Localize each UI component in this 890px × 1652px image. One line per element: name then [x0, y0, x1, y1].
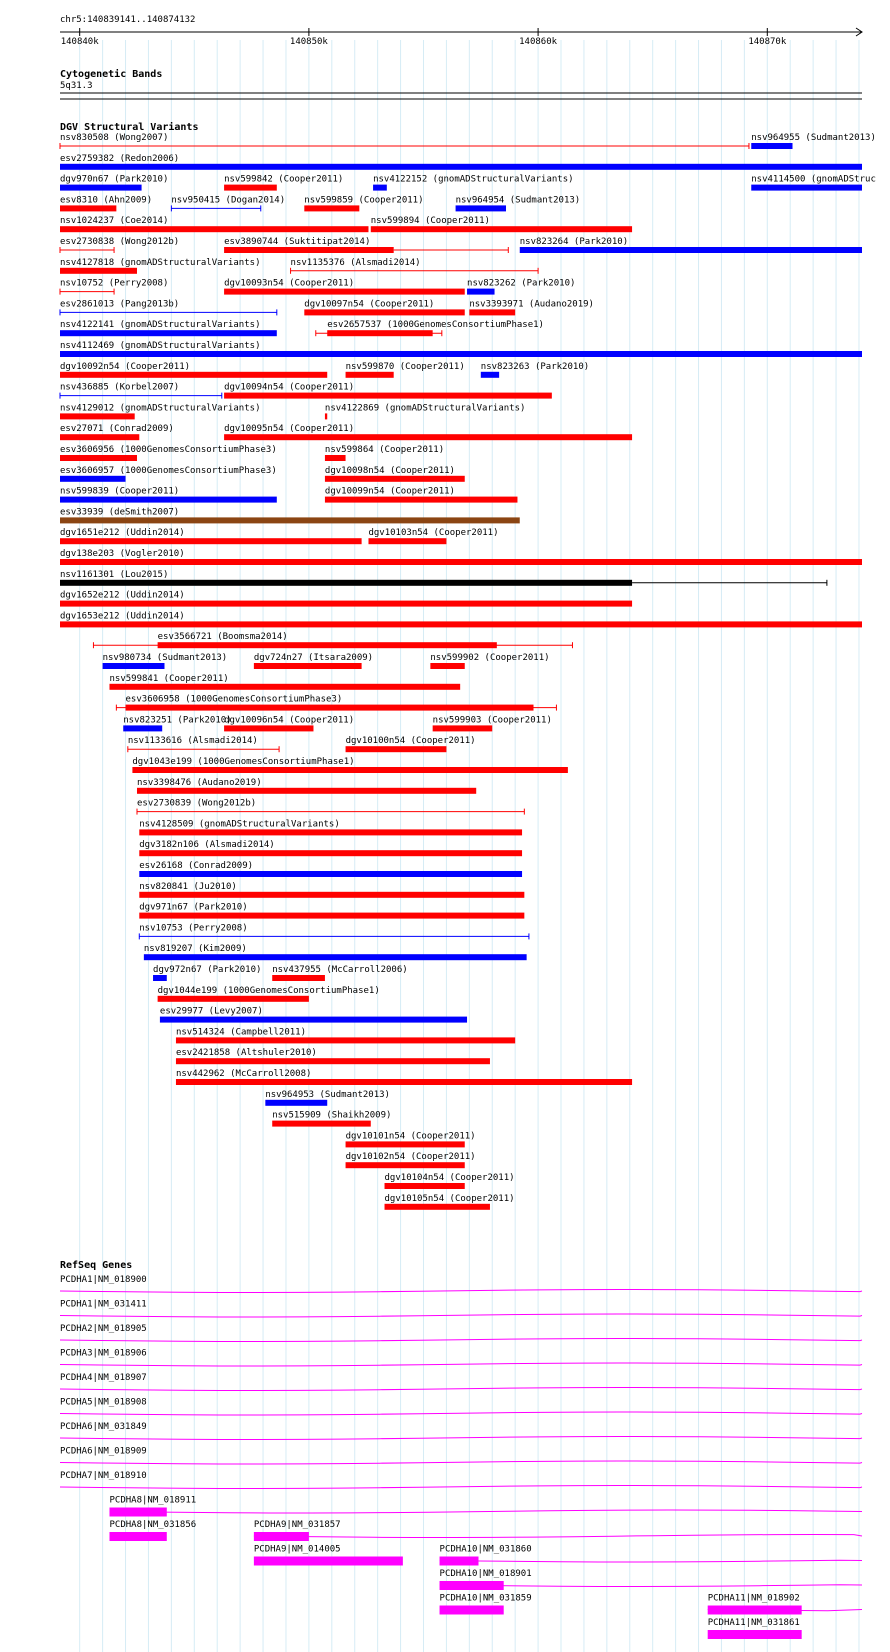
- dgv-variant: [60, 403, 260, 419]
- dgv-variant: [60, 383, 222, 399]
- dgv-variant-label: nsv1133616 (Alsmadi2014): [127, 736, 258, 747]
- dgv-variant-bar: [520, 247, 862, 253]
- dgv-variant-bar: [60, 268, 137, 274]
- refseq-intron: [60, 1388, 862, 1391]
- dgv-variant: [123, 715, 231, 731]
- refseq-gene: [440, 1545, 862, 1566]
- dgv-variant-label: dgv10097n54 (Cooper2011): [304, 299, 435, 310]
- refseq-gene-label: PCDHA9|NM_031857: [253, 1520, 341, 1530]
- dgv-variant-label: esv26168 (Conrad2009): [139, 861, 254, 871]
- dgv-variant-bar: [160, 1017, 467, 1023]
- dgv-variant-bar: [60, 413, 135, 419]
- dgv-variant-bar: [176, 1079, 632, 1085]
- refseq-gene: [60, 1300, 862, 1318]
- dgv-variant-bar: [373, 185, 387, 191]
- dgv-variant-label: nsv437955 (McCarroll2006): [272, 965, 408, 975]
- dgv-variant: [139, 923, 529, 939]
- dgv-variant-bar: [325, 455, 346, 461]
- refseq-exon: [254, 1532, 309, 1541]
- dgv-variant-label: dgv1044e199 (1000GenomesConsortiumPhase1): [157, 985, 380, 996]
- dgv-variant-bar: [60, 538, 362, 544]
- refseq-intron: [60, 1290, 862, 1293]
- dgv-variant-bar: [346, 746, 447, 752]
- dgv-variant: [139, 861, 522, 877]
- refseq-gene: [254, 1520, 862, 1541]
- dgv-variant-label: dgv1651e212 (Uddin2014): [60, 528, 185, 539]
- dgv-track-title: DGV Structural Variants: [60, 122, 199, 133]
- dgv-variant-label: dgv10095n54 (Cooper2011): [224, 424, 355, 435]
- refseq-gene-label: PCDHA5|NM_018908: [60, 1397, 147, 1408]
- dgv-variant: [224, 715, 354, 731]
- dgv-variant-label: esv3890744 (Suktitipat2014): [224, 237, 371, 247]
- ruler-tick-label: 140860k: [519, 37, 558, 47]
- dgv-variant-label: dgv10094n54 (Cooper2011): [224, 382, 355, 393]
- dgv-variant-label: nsv599842 (Cooper2011): [224, 174, 344, 185]
- dgv-variant: [325, 466, 465, 482]
- dgv-variant-label: nsv4127818 (gnomADStructuralVariants): [60, 257, 261, 268]
- dgv-variant-label: dgv972n67 (Park2010): [153, 965, 262, 975]
- dgv-variant-bar: [126, 705, 534, 711]
- refseq-intron: [60, 1314, 862, 1317]
- dgv-variant-label: esv33939 (deSmith2007): [60, 507, 180, 518]
- dgv-variant: [171, 195, 285, 211]
- dgv-variant-bar: [272, 1121, 371, 1127]
- dgv-variant-label: dgv10104n54 (Cooper2011): [384, 1173, 515, 1183]
- dgv-variant-label: nsv823264 (Park2010): [519, 237, 629, 247]
- refseq-exon: [440, 1557, 479, 1566]
- refseq-track: [60, 1275, 862, 1639]
- dgv-variant-bar: [144, 954, 527, 960]
- dgv-variant: [385, 1194, 515, 1210]
- dgv-variant-bar: [224, 247, 394, 253]
- dgv-variant-bar: [139, 850, 522, 856]
- dgv-variant-bar: [224, 185, 277, 191]
- refseq-gene-label: PCDHA1|NM_031411: [60, 1299, 147, 1310]
- dgv-variant-label: nsv823263 (Park2010): [480, 361, 590, 372]
- dgv-variant: [368, 528, 498, 544]
- dgv-variant: [371, 216, 632, 232]
- refseq-gene-label: PCDHA1|NM_018900: [60, 1275, 147, 1285]
- dgv-variant-label: nsv4122869 (gnomADStructuralVariants): [324, 403, 526, 414]
- dgv-variant-label: nsv1024237 (Coe2014): [60, 216, 169, 227]
- dgv-variant-bar: [103, 663, 165, 669]
- position-label: chr5:140839141..140874132: [60, 15, 196, 25]
- dgv-variant-label: nsv10752 (Perry2008): [60, 278, 169, 289]
- dgv-variant-bar: [139, 871, 522, 877]
- dgv-variant-label: nsv3393971 (Audano2019): [469, 299, 594, 310]
- refseq-intron: [254, 1535, 862, 1538]
- dgv-variant: [430, 653, 549, 669]
- dgv-variant: [60, 611, 862, 627]
- dgv-variant-label: esv8310 (Ahn2009): [60, 195, 153, 206]
- dgv-variant: [520, 237, 862, 253]
- dgv-variant-bar: [60, 580, 632, 586]
- refseq-intron: [60, 1486, 862, 1489]
- dgv-variant-label: dgv1652e212 (Uddin2014): [60, 590, 185, 601]
- dgv-variant-label: esv2759382 (Redon2006): [60, 153, 180, 164]
- dgv-variant: [60, 445, 277, 461]
- dgv-variant-bar: [751, 143, 792, 149]
- refseq-gene: [109, 1520, 196, 1541]
- dgv-variant-label: nsv950415 (Dogan2014): [171, 195, 286, 206]
- dgv-variant-bar: [368, 538, 446, 544]
- ruler: [60, 28, 862, 47]
- cytoband-track-title: Cytogenetic Bands: [60, 69, 163, 80]
- dgv-variant-label: dgv10093n54 (Cooper2011): [224, 278, 355, 289]
- refseq-intron: [109, 1510, 862, 1513]
- dgv-variant-bar: [139, 829, 522, 835]
- dgv-variant: [60, 216, 368, 232]
- dgv-variant: [60, 528, 362, 544]
- refseq-gene: [60, 1349, 862, 1367]
- dgv-variant-label: nsv819207 (Kim2009): [143, 944, 247, 955]
- dgv-variant-label: nsv3398476 (Audano2019): [136, 777, 262, 788]
- dgv-variant-label: nsv599864 (Cooper2011): [324, 445, 445, 455]
- refseq-track-title: RefSeq Genes: [60, 1260, 133, 1271]
- dgv-variant: [109, 674, 460, 690]
- dgv-variant: [60, 570, 827, 586]
- dgv-variant-bar: [60, 621, 862, 627]
- refseq-gene-label: PCDHA10|NM_031859: [439, 1593, 532, 1604]
- dgv-variant: [160, 1007, 467, 1023]
- dgv-variant-bar: [137, 788, 476, 794]
- dgv-variant: [224, 279, 465, 295]
- dgv-variant-label: dgv724n27 (Itsara2009): [253, 653, 374, 663]
- dgv-variant-label: nsv823262 (Park2010): [467, 278, 576, 289]
- dgv-variant: [60, 487, 277, 503]
- dgv-variant-bar: [60, 517, 520, 523]
- dgv-variant-bar: [385, 1204, 490, 1210]
- dgv-variant-label: nsv599841 (Cooper2011): [109, 673, 229, 684]
- dgv-variant: [291, 258, 539, 274]
- dgv-variant: [346, 1131, 476, 1147]
- dgv-variant: [139, 819, 522, 835]
- dgv-variant-bar: [132, 767, 567, 773]
- dgv-variant-bar: [153, 975, 167, 981]
- dgv-variant-label: nsv820841 (Ju2010): [139, 881, 237, 892]
- dgv-variant: [60, 133, 749, 149]
- dgv-variant-label: esv3606958 (1000GenomesConsortiumPhase3): [125, 694, 343, 705]
- dgv-variant: [128, 736, 279, 752]
- refseq-exon: [254, 1557, 403, 1566]
- dgv-variant-bar: [60, 497, 277, 503]
- dgv-variant-label: esv2657537 (1000GenomesConsortiumPhase1): [327, 320, 544, 331]
- dgv-variant-label: nsv1135376 (Alsmadi2014): [290, 257, 421, 268]
- dgv-variant: [103, 653, 228, 669]
- refseq-gene: [60, 1324, 862, 1342]
- dgv-variant-label: esv2861013 (Pang2013b): [60, 299, 180, 310]
- dgv-variant-label: nsv442962 (McCarroll2008): [175, 1069, 312, 1079]
- dgv-variant-label: nsv4122152 (gnomADStructuralVariants): [373, 174, 574, 185]
- refseq-gene: [60, 1471, 862, 1489]
- dgv-variant-label: dgv10102n54 (Cooper2011): [345, 1152, 476, 1163]
- dgv-variant-bar: [176, 1037, 515, 1043]
- dgv-variant-label: nsv4128509 (gnomADStructuralVariants): [139, 819, 340, 830]
- dgv-variant: [346, 736, 476, 752]
- refseq-exon: [109, 1532, 166, 1541]
- refseq-gene: [60, 1275, 862, 1293]
- dgv-variant: [224, 383, 552, 399]
- dgv-variant: [132, 757, 567, 773]
- dgv-variant-bar: [254, 663, 362, 669]
- dgv-variant-bar: [60, 351, 862, 357]
- dgv-variant-label: esv3606956 (1000GenomesConsortiumPhase3): [60, 445, 277, 455]
- dgv-variant-label: dgv10100n54 (Cooper2011): [345, 736, 476, 747]
- dgv-variant-bar: [325, 413, 327, 419]
- dgv-variant-bar: [467, 289, 495, 295]
- dgv-variant-bar: [346, 372, 394, 378]
- refseq-gene: [60, 1398, 862, 1416]
- dgv-track: [60, 133, 876, 1210]
- dgv-variant: [176, 1069, 632, 1085]
- dgv-variant: [116, 695, 556, 711]
- dgv-variant-label: nsv599870 (Cooper2011): [345, 361, 465, 372]
- refseq-gene: [60, 1422, 862, 1440]
- dgv-variant: [137, 799, 524, 815]
- dgv-variant-bar: [385, 1183, 465, 1189]
- refseq-gene: [440, 1594, 532, 1615]
- dgv-variant-label: dgv10103n54 (Cooper2011): [368, 528, 499, 539]
- dgv-variant-bar: [60, 372, 327, 378]
- dgv-variant-bar: [304, 205, 359, 211]
- dgv-variant-label: dgv10096n54 (Cooper2011): [224, 715, 355, 726]
- refseq-exon: [440, 1581, 504, 1590]
- refseq-gene-label: PCDHA10|NM_018901: [439, 1569, 532, 1579]
- dgv-variant: [60, 549, 862, 565]
- dgv-variant-bar: [109, 684, 460, 690]
- dgv-variant-label: dgv10099n54 (Cooper2011): [324, 486, 455, 497]
- dgv-variant-label: esv3566721 (Boomsma2014): [157, 632, 288, 643]
- dgv-variant-bar: [139, 913, 524, 919]
- dgv-variant: [346, 1152, 476, 1168]
- dgv-variant-bar: [265, 1100, 327, 1106]
- dgv-variant-label: nsv514324 (Campbell2011): [175, 1027, 307, 1038]
- dgv-variant-bar: [60, 455, 137, 461]
- dgv-variant-bar: [481, 372, 499, 378]
- dgv-variant-label: esv2730838 (Wong2012b): [60, 237, 180, 247]
- dgv-variant: [93, 632, 572, 648]
- dgv-variant-bar: [371, 226, 632, 232]
- dgv-variant-bar: [325, 476, 465, 482]
- dgv-variant: [254, 653, 373, 669]
- dgv-variant-label: dgv1043e199 (1000GenomesConsortiumPhase1): [132, 757, 355, 767]
- dgv-variant-bar: [456, 205, 506, 211]
- dgv-variant: [176, 1048, 490, 1064]
- dgv-variant-bar: [60, 205, 116, 211]
- refseq-gene-label: PCDHA11|NM_031861: [707, 1618, 800, 1628]
- dgv-variant-label: nsv980734 (Sudmant2013): [102, 653, 228, 663]
- dgv-variant: [272, 965, 407, 981]
- dgv-variant: [60, 424, 174, 440]
- dgv-variant: [316, 320, 544, 336]
- refseq-exon: [708, 1606, 802, 1615]
- dgv-variant-bar: [60, 226, 368, 232]
- dgv-variant: [137, 778, 476, 794]
- refseq-gene-label: PCDHA3|NM_018906: [60, 1348, 147, 1359]
- dgv-variant-bar: [123, 725, 162, 731]
- dgv-variant: [224, 237, 508, 253]
- dgv-variant-bar: [60, 185, 142, 191]
- cytoband-label: 5q31.3: [60, 81, 93, 91]
- dgv-variant-label: dgv10092n54 (Cooper2011): [60, 361, 191, 372]
- dgv-variant-bar: [430, 663, 464, 669]
- refseq-exon: [109, 1508, 166, 1517]
- refseq-gene-label: PCDHA11|NM_018902: [707, 1593, 800, 1604]
- dgv-variant: [467, 279, 575, 295]
- refseq-gene-label: PCDHA9|NM_014005: [253, 1544, 341, 1555]
- dgv-variant: [60, 362, 327, 378]
- dgv-variant: [224, 175, 343, 191]
- dgv-variant-bar: [224, 289, 465, 295]
- refseq-gene: [60, 1447, 862, 1465]
- dgv-variant-bar: [304, 309, 464, 315]
- dgv-variant-bar: [60, 601, 632, 607]
- dgv-variant-label: nsv964953 (Sudmant2013): [265, 1089, 390, 1100]
- refseq-exon: [440, 1606, 504, 1615]
- dgv-variant-label: dgv10105n54 (Cooper2011): [384, 1193, 515, 1204]
- dgv-variant: [60, 466, 277, 482]
- dgv-variant-bar: [224, 393, 552, 399]
- dgv-variant: [158, 986, 380, 1002]
- dgv-variant: [325, 487, 518, 503]
- refseq-gene: [109, 1496, 862, 1517]
- dgv-variant-label: nsv599839 (Cooper2011): [60, 486, 180, 497]
- dgv-variant: [265, 1090, 390, 1106]
- dgv-variant: [60, 237, 179, 253]
- dgv-variant-label: nsv10753 (Perry2008): [139, 923, 248, 934]
- dgv-variant-label: nsv830508 (Wong2007): [60, 133, 169, 143]
- dgv-variant-bar: [60, 476, 126, 482]
- dgv-variant: [60, 258, 260, 274]
- dgv-variant: [751, 175, 876, 191]
- refseq-intron: [60, 1412, 862, 1415]
- dgv-variant-bar: [327, 330, 432, 336]
- dgv-variant-bar: [224, 434, 632, 440]
- dgv-variant-bar: [139, 892, 524, 898]
- dgv-variant-label: nsv4129012 (gnomADStructuralVariants): [60, 403, 261, 414]
- refseq-intron: [60, 1363, 862, 1366]
- dgv-variant: [60, 154, 862, 170]
- refseq-gene-label: PCDHA2|NM_018905: [60, 1324, 147, 1334]
- dgv-variant-label: dgv971n67 (Park2010): [139, 902, 248, 913]
- dgv-variant-bar: [60, 559, 862, 565]
- dgv-variant-label: esv27071 (Conrad2009): [60, 424, 174, 435]
- dgv-variant-bar: [433, 725, 493, 731]
- dgv-variant-label: nsv823251 (Park2010): [123, 715, 232, 726]
- refseq-gene-label: PCDHA7|NM_018910: [60, 1471, 147, 1481]
- dgv-variant-label: esv3606957 (1000GenomesConsortiumPhase3): [60, 465, 277, 476]
- dgv-variant-label: nsv1161301 (Lou2015): [60, 569, 169, 580]
- refseq-gene-label: PCDHA8|NM_018911: [109, 1495, 197, 1506]
- dgv-variant: [469, 299, 594, 315]
- dgv-variant-label: dgv1653e212 (Uddin2014): [60, 611, 185, 622]
- refseq-gene-label: PCDHA8|NM_031856: [109, 1520, 197, 1530]
- dgv-variant: [373, 175, 573, 191]
- dgv-variant-bar: [346, 1162, 465, 1168]
- dgv-variant-bar: [176, 1058, 490, 1064]
- ruler-tick-label: 140840k: [60, 37, 99, 47]
- refseq-intron: [60, 1437, 862, 1440]
- refseq-intron: [440, 1560, 862, 1562]
- dgv-variant: [153, 965, 261, 981]
- dgv-variant: [60, 591, 632, 607]
- dgv-variant: [385, 1173, 515, 1189]
- dgv-variant-label: esv2730839 (Wong2012b): [136, 798, 257, 809]
- dgv-variant: [304, 299, 464, 315]
- dgv-variant: [60, 507, 520, 523]
- refseq-gene: [440, 1569, 862, 1590]
- refseq-gene: [254, 1545, 403, 1566]
- refseq-gene-label: PCDHA10|NM_031860: [439, 1544, 532, 1555]
- dgv-variant: [60, 320, 277, 336]
- dgv-variant: [60, 299, 277, 315]
- dgv-variant-bar: [751, 185, 862, 191]
- dgv-variant-label: nsv964955 (Sudmant2013): [751, 133, 876, 143]
- refseq-gene: [60, 1373, 862, 1391]
- dgv-variant-label: dgv3182n106 (Alsmadi2014): [139, 840, 275, 851]
- dgv-variant-bar: [60, 164, 862, 170]
- dgv-variant-bar: [224, 725, 313, 731]
- ruler-tick-label: 140850k: [289, 37, 328, 47]
- dgv-variant: [60, 341, 862, 357]
- ruler-tick-label: 140870k: [748, 37, 787, 47]
- refseq-gene: [708, 1594, 862, 1615]
- dgv-variant: [304, 195, 423, 211]
- refseq-intron: [60, 1461, 862, 1464]
- dgv-variant: [139, 840, 522, 856]
- refseq-exon: [708, 1630, 802, 1639]
- dgv-variant-label: nsv4112469 (gnomADStructuralVariants): [60, 341, 261, 351]
- dgv-variant-bar: [158, 642, 497, 648]
- dgv-variant-label: nsv4114500 (gnomADStruc: [751, 174, 876, 185]
- dgv-variant-bar: [325, 497, 518, 503]
- dgv-variant-label: nsv964954 (Sudmant2013): [455, 195, 581, 206]
- refseq-intron: [60, 1339, 862, 1342]
- dgv-variant-label: dgv10098n54 (Cooper2011): [324, 465, 455, 476]
- dgv-variant-bar: [346, 1141, 465, 1147]
- dgv-variant-label: nsv599859 (Cooper2011): [304, 195, 424, 206]
- dgv-variant: [272, 1111, 391, 1127]
- dgv-variant: [60, 279, 168, 295]
- refseq-gene-label: PCDHA4|NM_018907: [60, 1373, 147, 1383]
- dgv-variant-label: dgv138e203 (Vogler2010): [60, 549, 185, 559]
- dgv-variant: [325, 445, 444, 461]
- dgv-variant: [224, 424, 632, 440]
- dgv-variant-bar: [158, 996, 309, 1002]
- dgv-variant: [60, 175, 168, 191]
- dgv-variant-bar: [60, 434, 139, 440]
- refseq-gene-label: PCDHA6|NM_018909: [60, 1446, 147, 1457]
- dgv-variant-label: esv2421858 (Altshuler2010): [175, 1048, 317, 1059]
- dgv-variant-label: esv29977 (Levy2007): [159, 1006, 263, 1017]
- dgv-variant-label: dgv10101n54 (Cooper2011): [345, 1131, 476, 1142]
- dgv-variant-label: nsv599894 (Cooper2011): [370, 216, 490, 227]
- dgv-variant: [481, 362, 589, 378]
- refseq-gene-label: PCDHA6|NM_031849: [60, 1422, 147, 1432]
- dgv-variant-label: dgv970n67 (Park2010): [60, 174, 169, 185]
- dgv-variant-label: nsv4122141 (gnomADStructuralVariants): [60, 320, 261, 331]
- dgv-variant: [176, 1027, 515, 1043]
- dgv-variant-bar: [469, 309, 515, 315]
- dgv-variant-bar: [272, 975, 325, 981]
- dgv-variant-label: nsv436885 (Korbel2007): [60, 382, 180, 393]
- dgv-variant: [60, 195, 152, 211]
- dgv-variant-label: nsv515909 (Shaikh2009): [272, 1110, 392, 1121]
- dgv-variant-label: nsv599903 (Cooper2011): [432, 715, 552, 726]
- dgv-variant-label: nsv599902 (Cooper2011): [430, 653, 550, 663]
- dgv-variant-bar: [60, 330, 277, 336]
